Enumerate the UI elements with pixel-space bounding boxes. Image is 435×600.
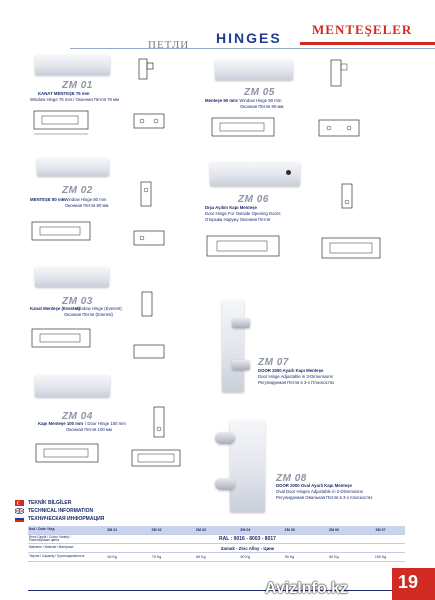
product-code: ZM 07	[258, 357, 289, 368]
tech-load: 60 Kg	[90, 553, 134, 562]
tech-title-en: TECHNICAL INFORMATION	[28, 508, 94, 514]
hinge-photo-zm07-leaf	[222, 300, 244, 392]
product-code: ZM 06	[238, 194, 269, 205]
hinge-photo-zm02	[37, 158, 109, 176]
tech-load: 70 Kg	[134, 553, 178, 562]
product-caption-en: / Door Hinge 100 mm	[85, 421, 126, 426]
product-caption-en: Window Hinge 75 mm / Оконная Петля 75 мм	[30, 97, 120, 102]
tech-header-label: Kod / Code / Код	[28, 526, 90, 535]
tech-code: ZM 05	[267, 526, 311, 535]
watermark: AvizInfo.kz	[265, 580, 348, 597]
header-red-bar	[300, 42, 435, 45]
product-caption-en: / Window Hinge 80 mm	[62, 197, 107, 202]
drawing-side-zm02	[135, 180, 165, 215]
header-title-ru: ПЕТЛИ	[148, 39, 190, 51]
header-rule	[70, 48, 435, 49]
tech-code: ZM 07	[356, 526, 405, 535]
drawing-top-zm06	[205, 230, 285, 264]
drawing-top-zm03	[30, 325, 95, 355]
tech-code: ZM 04	[223, 526, 267, 535]
product-caption-ru: Оконная Петля 100 мм	[66, 427, 112, 432]
drawing-front-zm02	[130, 225, 170, 253]
product-code: ZM 04	[62, 411, 93, 422]
drawing-front-zm06	[318, 232, 388, 266]
product-caption-en: Door Hinge Adjustable in 3-Dimensions	[258, 374, 333, 379]
drawing-top-zm02	[30, 218, 95, 248]
product-caption-en: / Window Hinge (Everest)	[73, 306, 122, 311]
tech-load: 60 Kg	[179, 553, 223, 562]
tech-table-header	[28, 526, 405, 535]
header-title-en: HINGES	[216, 30, 282, 46]
product-code: ZM 08	[276, 473, 307, 484]
tech-title-tr: TEKNİK BİLGİLER	[28, 500, 72, 506]
product-code: ZM 05	[244, 87, 275, 98]
tech-table	[28, 526, 405, 562]
drawing-front-zm01	[130, 108, 170, 136]
tech-colour-value: RAL : 9016 - 8003 - 8017	[90, 535, 405, 544]
drawing-top-zm05	[210, 112, 280, 144]
screw-hole	[286, 170, 291, 175]
tech-load: 100 Kg	[356, 553, 405, 562]
drawing-side-zm03	[136, 290, 166, 325]
tech-title-ru: ТЕХНИЧЕСКАЯ ИНФОРМАЦИЯ	[28, 516, 105, 522]
tech-row-capacity	[28, 553, 405, 562]
drawing-front-zm03	[130, 340, 170, 365]
tech-load: 50 Kg	[267, 553, 311, 562]
header-title-tr: MENTEŞELER	[312, 22, 413, 37]
tech-load: 60 Kg	[223, 553, 267, 562]
product-caption-en: / Window Hinge 90 mm	[237, 98, 282, 103]
russian-flag-icon	[15, 516, 24, 522]
tech-row-label: Taşıma / Capacity / Грузоподъемность	[28, 553, 90, 562]
product-caption-en: Oval Door Hinges Adjustable in 3-Dimensions	[276, 489, 363, 494]
product-code: ZM 02	[62, 185, 93, 196]
product-caption-tr: Kapı Menteşe 100 mm	[38, 421, 83, 426]
tech-code: ZM 02	[134, 526, 178, 535]
hinge-photo-zm01	[35, 55, 110, 75]
product-code: ZM 03	[62, 296, 93, 307]
drawing-side-zm06	[336, 182, 366, 214]
product-caption-tr: Kanat Menteşe (Everest)	[30, 306, 80, 311]
tech-row-material	[28, 544, 405, 553]
product-code: ZM 01	[62, 80, 93, 91]
product-caption-tr: DOOR 2000 Oval Ayarlı Kapı Menteşe	[276, 483, 352, 488]
hinge-photo-zm08-leaf	[230, 420, 265, 512]
tech-material-value: Zamak - Zinc Alloy - Цинк	[90, 544, 405, 553]
drawing-front-zm04	[128, 445, 188, 475]
product-caption-ru: Открыва Наружу Оконная Петля	[205, 217, 271, 222]
drawing-front-zm05	[315, 115, 365, 145]
hinge-photo-zm07-knuckle	[232, 318, 250, 328]
hinge-photo-zm07-knuckle	[232, 360, 250, 370]
product-caption-tr: DOOR 2000 Ayarlı Kapı Menteşe	[258, 368, 324, 373]
drawing-side-zm01	[132, 57, 162, 87]
drawing-side-zm05	[325, 58, 355, 93]
product-caption-ru: Регулируемая Овальная Петля в 3-х плоскостях	[276, 495, 373, 500]
drawing-top-zm04	[34, 440, 104, 470]
hinge-photo-zm05	[215, 60, 293, 80]
product-caption-ru: Оконная Петля (Everest)	[64, 312, 113, 317]
product-caption-ru: Оконная Петля 90 мм	[240, 104, 284, 109]
turkish-flag-icon	[15, 500, 24, 506]
product-caption-tr: MENTEŞE 80 mm	[30, 197, 66, 202]
hinge-photo-zm08-knuckle	[215, 478, 235, 490]
tech-code: ZM 06	[312, 526, 356, 535]
drawing-side-zm04	[148, 405, 178, 445]
tech-load: 60 Kg	[312, 553, 356, 562]
product-caption-tr: Dışa Açılım Kapı Menteşe	[205, 205, 257, 210]
product-caption-ru: Оконная Петля 80 мм	[65, 203, 109, 208]
product-caption-ru: Регулируемая Петля в 3-х Плоскостях	[258, 380, 335, 385]
product-caption-tr: Menteşe 90 mm	[205, 98, 238, 103]
tech-code: ZM 03	[179, 526, 223, 535]
hinge-photo-zm08-knuckle	[215, 432, 235, 444]
product-caption-tr: KANAT MENTEŞE 75 mm	[38, 91, 90, 96]
tech-code: ZM 01	[90, 526, 134, 535]
tech-row-label: Malzeme / Material / Материал	[28, 544, 90, 553]
hinge-photo-zm04	[35, 375, 110, 397]
uk-flag-icon	[15, 508, 24, 514]
product-caption-en: Door Hinge For Outside Opening Doors	[205, 211, 281, 216]
hinge-photo-zm03	[35, 267, 109, 287]
drawing-top-zm01	[32, 107, 92, 137]
page-number: 19	[398, 572, 419, 592]
tech-row-colour	[28, 535, 405, 544]
tech-row-label: Renk Çeşidi / Colour Variety / Разнообразие цвета	[28, 535, 90, 544]
